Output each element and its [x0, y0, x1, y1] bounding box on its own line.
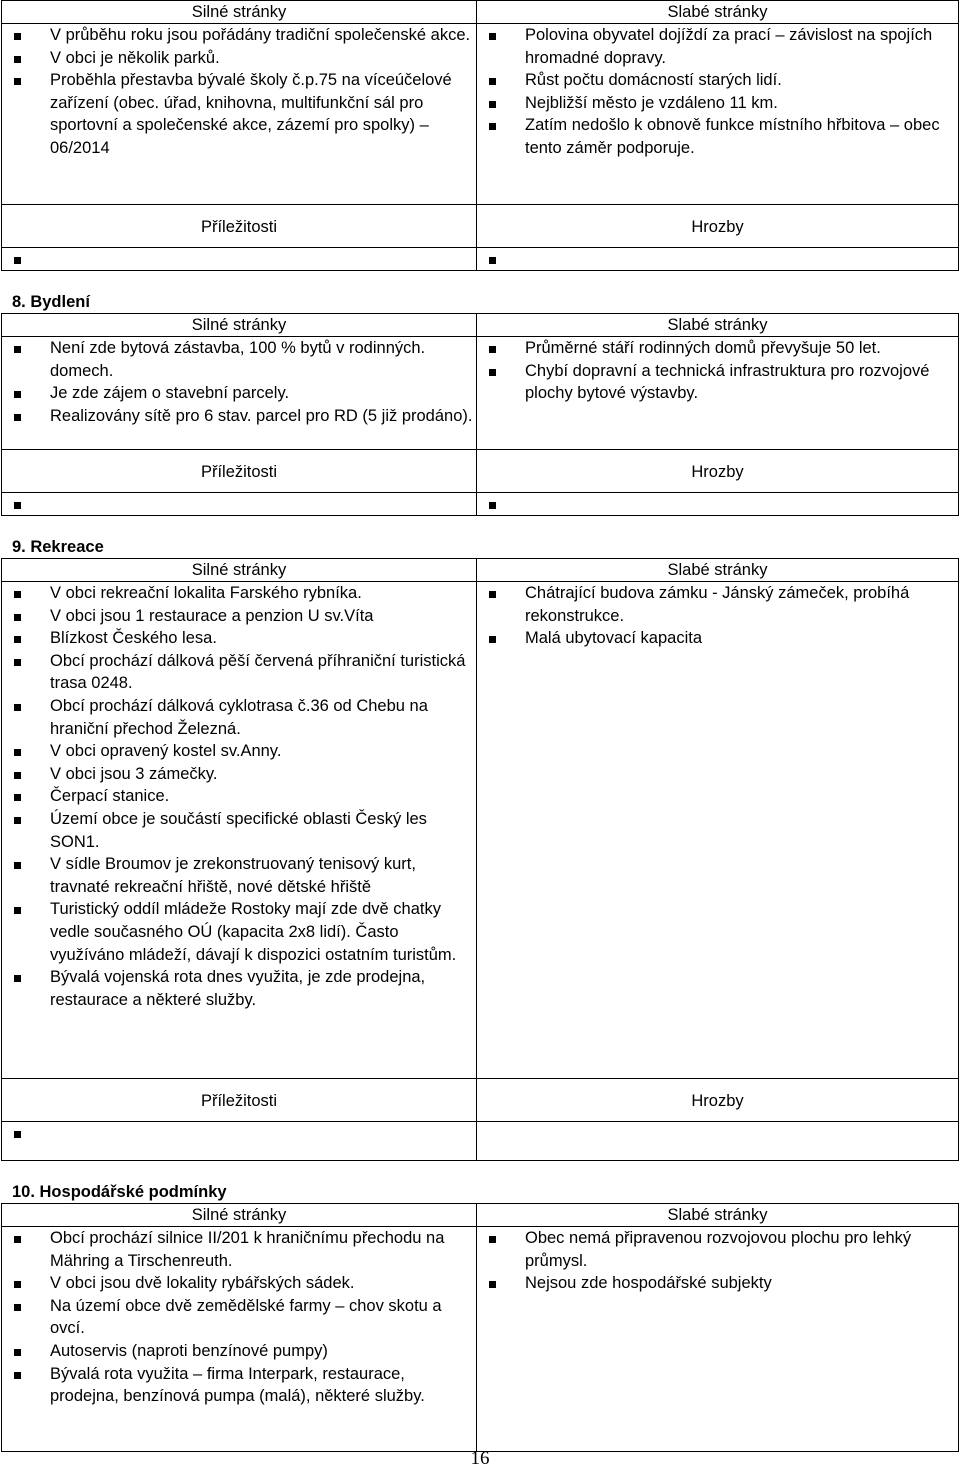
list-item: Bývalá rota využita – firma Interpark, restaurace, prodejna, benzínová pumpa (malá), některé služby.	[6, 1363, 476, 1408]
threats-cell	[477, 248, 959, 271]
swot-table-section-9	[1, 558, 959, 1161]
weaknesses-list	[481, 337, 958, 405]
list-item: Obcí prochází dálková pěší červená příhraniční turistická trasa 0248.	[6, 650, 476, 695]
list-item: Není zde bytová zástavba, 100 % bytů v rodinných. domech.	[6, 337, 476, 382]
strengths-cell	[2, 1227, 477, 1452]
header-strengths: Silné stránky	[2, 314, 477, 337]
swot-table-section-8	[1, 313, 959, 516]
list-item: Polovina obyvatel dojíždí za prací – závislost na spojích hromadné dopravy.	[481, 24, 958, 69]
list-item: V obci je několik parků.	[6, 47, 476, 70]
header-strengths: Silné stránky	[2, 559, 477, 582]
strengths-list	[6, 1227, 476, 1408]
list-item: Území obce je součástí specifické oblasti Český les SON1.	[6, 808, 476, 853]
list-item: Je zde zájem o stavební parcely.	[6, 382, 476, 405]
list-item: Zatím nedošlo k obnově funkce místního hřbitova – obec tento záměr podporuje.	[481, 114, 958, 159]
opportunities-cell	[2, 1122, 477, 1161]
section-title-bydleni: 8. Bydlení	[12, 293, 90, 311]
bullet-icon	[489, 502, 496, 509]
list-item: Obcí prochází dálková cyklotrasa č.36 od Chebu na hraniční přechod Železná.	[6, 695, 476, 740]
list-item: Na území obce dvě zemědělské farmy – chov skotu a ovcí.	[6, 1295, 476, 1340]
header-threats: Hrozby	[477, 205, 959, 248]
opportunities-cell	[2, 248, 477, 271]
weaknesses-list	[481, 1227, 958, 1295]
bullet-icon	[489, 257, 496, 264]
threats-cell	[477, 1122, 959, 1161]
header-opportunities: Příležitosti	[2, 205, 477, 248]
strengths-list	[6, 582, 476, 1011]
header-opportunities: Příležitosti	[2, 1079, 477, 1122]
list-item: Nejsou zde hospodářské subjekty	[481, 1272, 958, 1295]
strengths-list	[6, 24, 476, 160]
header-strengths: Silné stránky	[2, 1, 477, 24]
list-item: V obci opravený kostel sv.Anny.	[6, 740, 476, 763]
strengths-cell	[2, 582, 477, 1079]
list-item: Nejbližší město je vzdáleno 11 km.	[481, 92, 958, 115]
list-item: Realizovány sítě pro 6 stav. parcel pro RD (5 již prodáno).	[6, 405, 476, 428]
bullet-icon	[14, 502, 21, 509]
weaknesses-cell	[477, 582, 959, 1079]
list-item: Bývalá vojenská rota dnes využita, je zde prodejna, restaurace a některé služby.	[6, 966, 476, 1011]
list-item: Růst počtu domácností starých lidí.	[481, 69, 958, 92]
strengths-list	[6, 337, 476, 427]
list-item: Blízkost Českého lesa.	[6, 627, 476, 650]
opportunities-cell	[2, 493, 477, 516]
list-item: V obci jsou 1 restaurace a penzion U sv.Víta	[6, 605, 476, 628]
list-item: Průměrné stáří rodinných domů převyšuje 50 let.	[481, 337, 958, 360]
header-opportunities: Příležitosti	[2, 450, 477, 493]
weaknesses-list	[481, 24, 958, 160]
list-item: V průběhu roku jsou pořádány tradiční společenské akce.	[6, 24, 476, 47]
header-strengths: Silné stránky	[2, 1204, 477, 1227]
header-weaknesses: Slabé stránky	[477, 559, 959, 582]
weaknesses-list	[481, 582, 958, 650]
header-weaknesses: Slabé stránky	[477, 314, 959, 337]
threats-cell	[477, 493, 959, 516]
list-item: Malá ubytovací kapacita	[481, 627, 958, 650]
strengths-cell	[2, 24, 477, 205]
header-weaknesses: Slabé stránky	[477, 1204, 959, 1227]
strengths-cell	[2, 337, 477, 450]
weaknesses-cell	[477, 24, 959, 205]
list-item: V obci jsou 3 zámečky.	[6, 763, 476, 786]
list-item: V sídle Broumov je zrekonstruovaný tenisový kurt, travnaté rekreační hřiště, nové dětské hřiště	[6, 853, 476, 898]
swot-table-section-10	[1, 1203, 959, 1452]
header-weaknesses: Slabé stránky	[477, 1, 959, 24]
weaknesses-cell	[477, 337, 959, 450]
section-title-rekreace: 9. Rekreace	[12, 538, 104, 556]
list-item: Proběhla přestavba bývalé školy č.p.75 na víceúčelové zařízení (obec. úřad, knihovna, multifunkční sál pro sportovní a společenské akce, zázemí pro spolky) – 06/2014	[6, 69, 476, 159]
section-title-hospodarske-podminky: 10. Hospodářské podmínky	[12, 1183, 227, 1201]
swot-table-section-7	[1, 0, 959, 271]
list-item: Obec nemá připravenou rozvojovou plochu pro lehký průmysl.	[481, 1227, 958, 1272]
list-item: Čerpací stanice.	[6, 785, 476, 808]
list-item: Chybí dopravní a technická infrastruktura pro rozvojové plochy bytové výstavby.	[481, 360, 958, 405]
list-item: Turistický oddíl mládeže Rostoky mají zde dvě chatky vedle současného OÚ (kapacita 2x8 lidí). Často využíváno mládeží, dávají k dispozici ostatním turistům.	[6, 898, 476, 966]
list-item: Chátrající budova zámku - Jánský zámeček, probíhá rekonstrukce.	[481, 582, 958, 627]
header-threats: Hrozby	[477, 450, 959, 493]
list-item: V obci rekreační lokalita Farského rybníka.	[6, 582, 476, 605]
bullet-icon	[14, 1131, 21, 1138]
page-number: 16	[470, 1448, 490, 1469]
bullet-icon	[14, 257, 21, 264]
list-item: V obci jsou dvě lokality rybářských sádek.	[6, 1272, 476, 1295]
list-item: Obcí prochází silnice II/201 k hraničnímu přechodu na Mähring a Tirschenreuth.	[6, 1227, 476, 1272]
header-threats: Hrozby	[477, 1079, 959, 1122]
weaknesses-cell	[477, 1227, 959, 1452]
list-item: Autoservis (naproti benzínové pumpy)	[6, 1340, 476, 1363]
